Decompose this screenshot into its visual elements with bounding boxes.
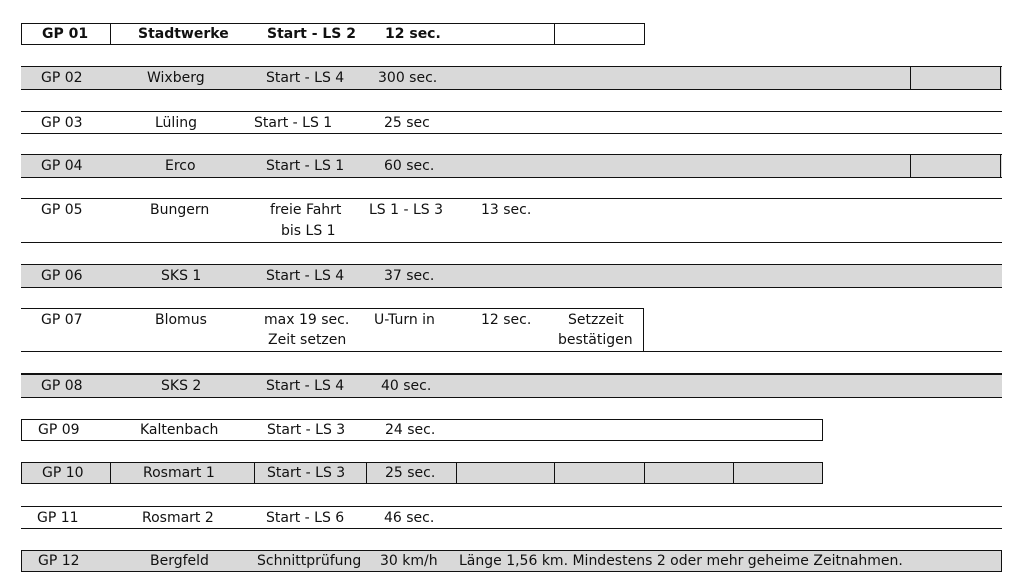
cell-divider bbox=[254, 463, 255, 483]
row-time: 13 sec. bbox=[481, 202, 532, 218]
row-location: Lüling bbox=[155, 115, 197, 131]
row-route-line1: freie Fahrt bbox=[270, 202, 342, 218]
row-id: GP 06 bbox=[41, 268, 83, 284]
cell-divider bbox=[110, 24, 111, 44]
table-row-gp10 bbox=[21, 462, 823, 484]
row-top-line bbox=[21, 198, 1002, 199]
row-route: Start - LS 1 bbox=[266, 158, 345, 174]
table-row-gp03 bbox=[21, 111, 1002, 135]
table-row-gp07 bbox=[21, 308, 1002, 374]
row-location: Rosmart 2 bbox=[142, 510, 214, 526]
row-location: Blomus bbox=[155, 312, 207, 328]
cell-divider bbox=[644, 463, 645, 483]
row-time: 300 sec. bbox=[378, 70, 438, 86]
row-location: Erco bbox=[165, 158, 196, 174]
row-route: Start - LS 4 bbox=[266, 70, 345, 86]
row-id: GP 05 bbox=[41, 202, 83, 218]
table-row-gp01 bbox=[21, 23, 645, 45]
row-time: 24 sec. bbox=[385, 422, 436, 438]
row-location: Bergfeld bbox=[150, 553, 209, 569]
row-time: 60 sec. bbox=[384, 158, 435, 174]
table-row-gp05 bbox=[21, 198, 1002, 244]
row-route: Start - LS 3 bbox=[267, 465, 346, 481]
row-speed: 30 km/h bbox=[380, 553, 438, 569]
row-top-line bbox=[21, 506, 1002, 507]
row-route: Start - LS 4 bbox=[266, 378, 345, 394]
row-route: Start - LS 4 bbox=[266, 268, 345, 284]
cell-divider bbox=[1000, 154, 1001, 178]
row-mid-line bbox=[21, 351, 1002, 352]
row-location: Bungern bbox=[150, 202, 210, 218]
row-route: Start - LS 6 bbox=[266, 510, 345, 526]
row-route: Start - LS 3 bbox=[267, 422, 346, 438]
cell-divider bbox=[1000, 66, 1001, 90]
cell-divider bbox=[366, 463, 367, 483]
row-id: GP 07 bbox=[41, 312, 83, 328]
cell-divider bbox=[456, 463, 457, 483]
row-location: SKS 1 bbox=[161, 268, 202, 284]
row-setzzeit-line1: Setzzeit bbox=[568, 312, 624, 328]
row-id: GP 02 bbox=[41, 70, 83, 86]
table-row-gp02 bbox=[21, 66, 1002, 90]
table-row-gp09 bbox=[21, 419, 823, 441]
table-row-gp11 bbox=[21, 506, 1002, 530]
table-row-gp08 bbox=[21, 374, 1002, 398]
row-route: Start - LS 2 bbox=[267, 26, 356, 42]
table-row-gp06 bbox=[21, 264, 1002, 288]
cell-divider bbox=[910, 154, 911, 178]
row-bottom-line bbox=[21, 528, 1002, 529]
row-location: Wixberg bbox=[147, 70, 205, 86]
cell-divider bbox=[910, 66, 911, 90]
row-time: 12 sec. bbox=[481, 312, 532, 328]
row-id: GP 03 bbox=[41, 115, 83, 131]
table-row-gp04 bbox=[21, 154, 1002, 178]
row-time: 25 sec. bbox=[385, 465, 436, 481]
row-id: GP 08 bbox=[41, 378, 83, 394]
table-row-gp12 bbox=[21, 550, 1002, 572]
row-location: Kaltenbach bbox=[140, 422, 219, 438]
row-time: 46 sec. bbox=[384, 510, 435, 526]
row-location: SKS 2 bbox=[161, 378, 202, 394]
row-id: GP 12 bbox=[38, 553, 80, 569]
row-time: 37 sec. bbox=[384, 268, 435, 284]
row-bottom-line bbox=[21, 242, 1002, 243]
row-location: Stadtwerke bbox=[138, 26, 229, 42]
cell-divider bbox=[643, 308, 644, 352]
row-time: 25 sec bbox=[384, 115, 430, 131]
row-id: GP 11 bbox=[37, 510, 79, 526]
row-note-line1: max 19 sec. bbox=[264, 312, 350, 328]
cell-divider bbox=[110, 463, 111, 483]
row-route-line2: bis LS 1 bbox=[281, 223, 336, 239]
cell-divider bbox=[554, 24, 555, 44]
row-route: LS 1 - LS 3 bbox=[369, 202, 444, 218]
row-uturn: U-Turn in bbox=[374, 312, 435, 328]
row-id: GP 01 bbox=[42, 26, 89, 42]
row-id: GP 04 bbox=[41, 158, 83, 174]
row-note: Länge 1,56 km. Mindestens 2 oder mehr geheime Zeitnahmen. bbox=[459, 553, 903, 569]
row-id: GP 10 bbox=[42, 465, 84, 481]
row-time: 40 sec. bbox=[381, 378, 432, 394]
row-top-line bbox=[21, 111, 1002, 112]
row-note-line2: Zeit setzen bbox=[268, 332, 347, 348]
row-location: Rosmart 1 bbox=[143, 465, 215, 481]
cell-divider bbox=[733, 463, 734, 483]
row-route: Schnittprüfung bbox=[257, 553, 362, 569]
row-route: Start - LS 1 bbox=[254, 115, 333, 131]
row-bottom-line bbox=[21, 133, 1002, 134]
cell-divider bbox=[554, 463, 555, 483]
row-setzzeit-line2: bestätigen bbox=[558, 332, 633, 348]
row-time: 12 sec. bbox=[385, 26, 441, 42]
row-id: GP 09 bbox=[38, 422, 80, 438]
row-top-line bbox=[21, 308, 644, 309]
